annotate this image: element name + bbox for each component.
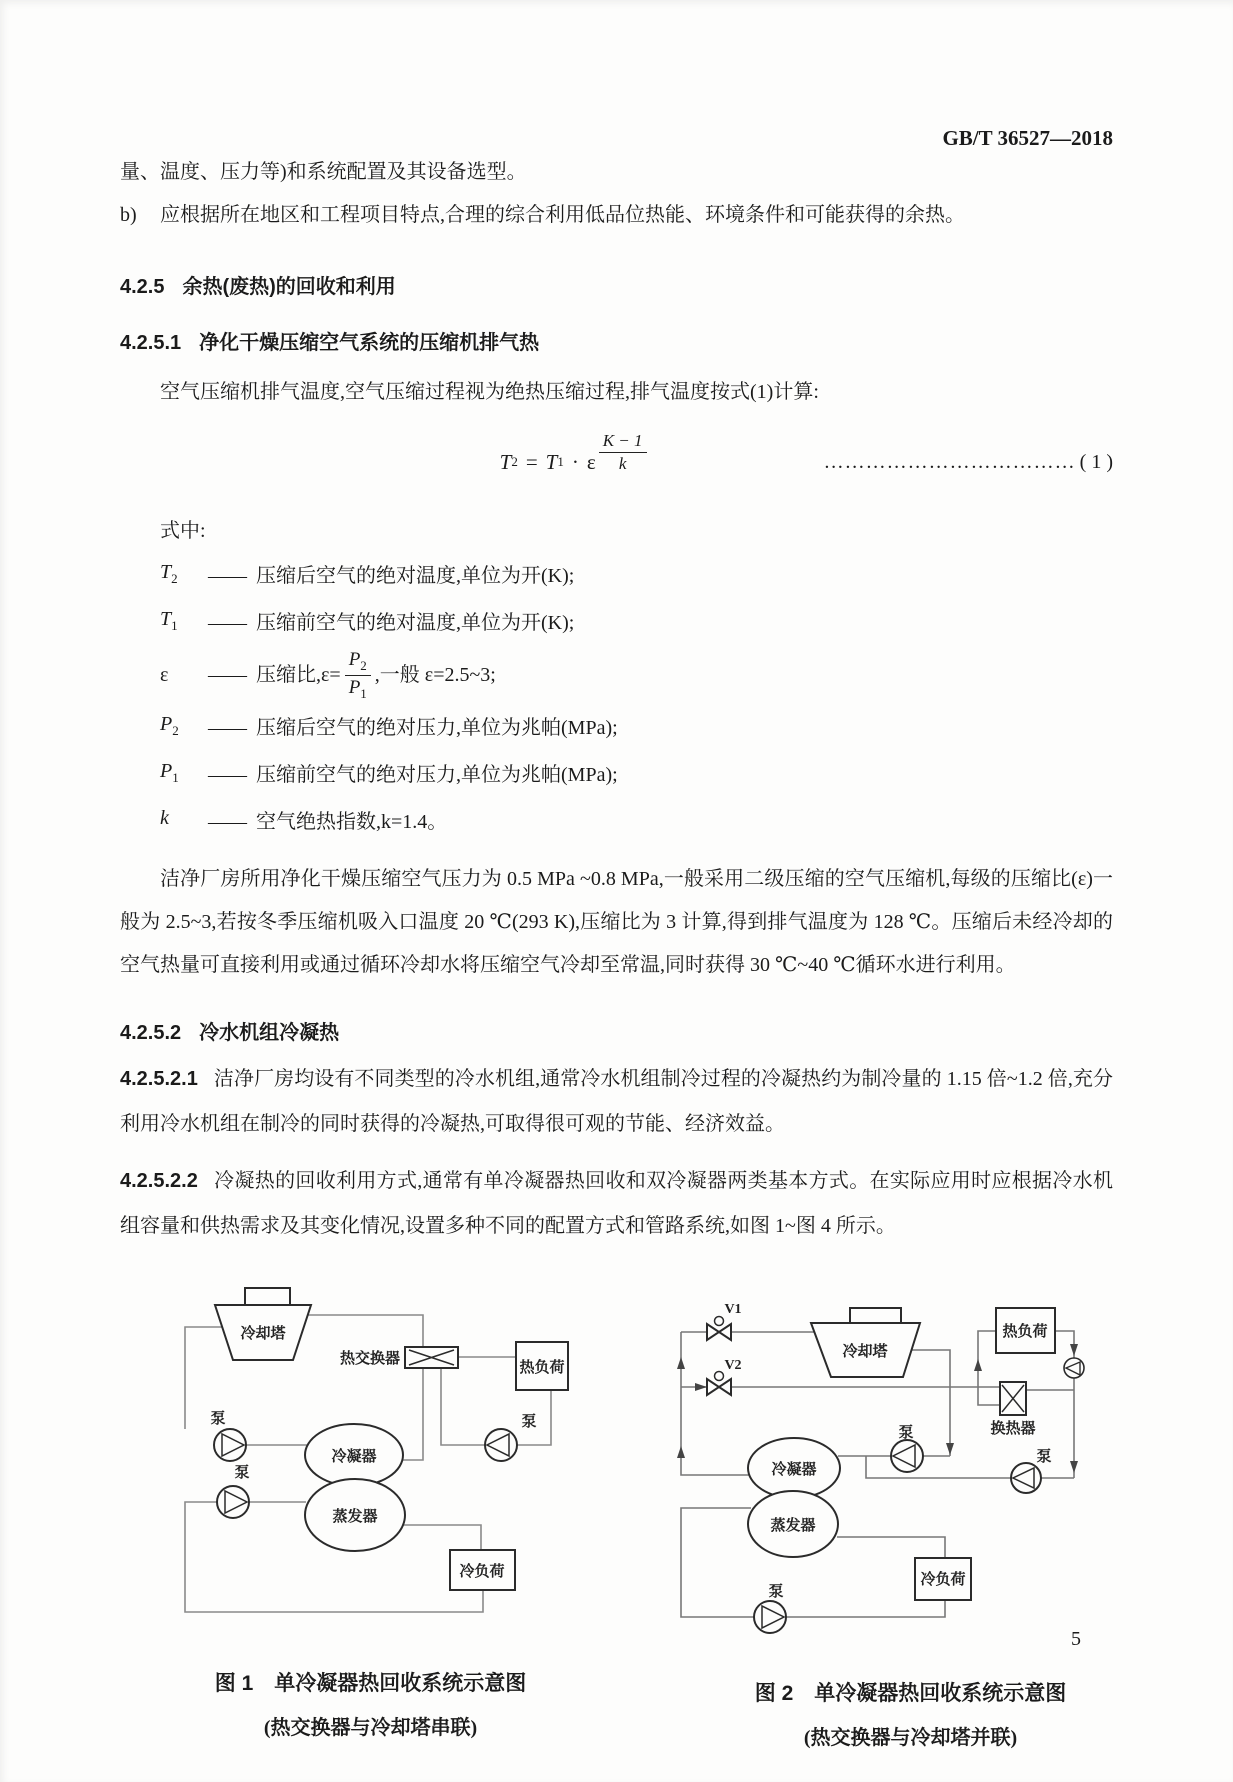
figure-2-caption: 图 2 单冷凝器热回收系统示意图 — [754, 1682, 1067, 1706]
heading-4-2-5 — [120, 275, 1113, 299]
figure-1-caption: 图 1 单冷凝器热回收系统示意图 — [214, 1672, 527, 1696]
symbol-T2: T — [499, 449, 512, 474]
pump-label: 泵 — [210, 1411, 226, 1428]
heading-4-2-5-2 — [120, 1021, 1113, 1045]
paragraph-compressed-air: 洁净厂房所用净化干燥压缩空气压力为 0.5 MPa ~0.8 MPa,一般采用二级压缩的空气压缩机,每级的压缩比(ε)一般为 2.5~3,若按冬季压缩机吸入口温度 20 ℃(293 K),压缩比为 3 计算,得到排气温度为 128 ℃。压缩后未经冷却的空气热量可直接利用或通过循环冷却水将压缩空气冷却至常温,同时获得 30 ℃~40 ℃循环水进行利用。 — [120, 868, 1113, 977]
pipe — [912, 1350, 950, 1456]
pipe — [866, 1456, 1011, 1478]
pipe — [401, 1368, 423, 1460]
heat-exchanger-label: 换热器 — [990, 1421, 1036, 1438]
condenser-label: 冷凝器 — [331, 1449, 377, 1466]
pressure-ratio-fraction: $\frac{P_2}{P_1}$ — [345, 649, 371, 701]
definition-k: k —— 空气绝热指数,k=1.4。 — [160, 807, 448, 833]
evaporator-label: 蒸发器 — [332, 1509, 378, 1526]
cooling-tower-label: 冷却塔 — [240, 1326, 286, 1343]
paragraph-4-2-5-2-1: 4.2.5.2.1 洁净厂房均设有不同类型的冷水机组,通常冷水机组制冷过程的冷凝热约为制冷量的 1.15 倍~1.2 倍,充分利用冷水机组在制冷的同时获得的冷凝热,可取得很可观的节能、经济效益。 — [120, 1068, 1113, 1136]
heat-load-label: 热负荷 — [519, 1360, 565, 1377]
down-arrow-icon — [1070, 1344, 1078, 1356]
pipe — [837, 1537, 945, 1558]
pipe — [681, 1332, 750, 1475]
figures-row — [148, 1265, 1233, 1750]
pump-label: 泵 — [898, 1425, 914, 1442]
pump-icon — [754, 1601, 786, 1633]
figure-1 — [148, 1265, 593, 1750]
definition-text: 压缩后空气的绝对压力,单位为兆帕(MPa); — [256, 716, 618, 739]
pump-label: 泵 — [768, 1584, 784, 1601]
condenser-label: 冷凝器 — [771, 1462, 817, 1479]
down-arrow-icon — [946, 1443, 954, 1455]
heat-load-label: 热负荷 — [1002, 1324, 1048, 1341]
heading-title: 净化干燥压缩空气系统的压缩机排气热 — [199, 332, 540, 354]
standard-number-header — [120, 0, 1113, 151]
list-item-b-text: 应根据所在地区和工程项目特点,合理的综合利用低品位热能、环境条件和可能获得的余热。 — [160, 204, 965, 226]
pump-icon — [1011, 1463, 1041, 1493]
valve-v1-icon — [707, 1317, 731, 1341]
heading-number: 4.2.5.2 — [120, 1022, 182, 1045]
page-number: 5 — [1071, 1628, 1081, 1650]
pump-icon — [891, 1440, 923, 1472]
figure-2 — [618, 1265, 1203, 1750]
cooling-load-label: 冷负荷 — [459, 1564, 505, 1581]
pipe — [441, 1368, 485, 1445]
equation-number: ( 1 ) — [1079, 450, 1113, 473]
definition-text: 压缩比,ε= $\frac{P_2}{P_1}$ ,一般 ε=2.5~3; — [256, 649, 496, 701]
pipe — [401, 1525, 481, 1550]
symbol-T1: T — [545, 449, 558, 474]
figure-2-diagram — [618, 1265, 1203, 1647]
heat-exchanger-label: 热交换器 — [339, 1351, 400, 1368]
paragraph-formula-intro: 空气压缩机排气温度,空气压缩过程视为绝热压缩过程,排气温度按式(1)计算: — [160, 381, 819, 403]
valve-v2-icon — [707, 1372, 731, 1396]
definition-T2: $T_2$ —— 压缩后空气的绝对温度,单位为开(K); — [160, 561, 575, 587]
cooling-tower-top — [245, 1288, 290, 1305]
pump-icon — [214, 1429, 246, 1461]
definition-T1: $T_1$ —— 压缩前空气的绝对温度,单位为开(K); — [160, 608, 575, 634]
where-label: 式中: — [160, 520, 206, 542]
pipe — [306, 1315, 423, 1347]
up-arrow-icon — [677, 1446, 685, 1458]
down-arrow-icon — [1070, 1461, 1078, 1473]
heading-number: 4.2.5.1 — [120, 332, 182, 354]
standard-number: GB/T 36527—2018 — [942, 126, 1113, 150]
paragraph-4-2-5-2-2: 4.2.5.2.2 冷凝热的回收利用方式,通常有单冷凝器热回收和双冷凝器两类基本方式。在实际应用时应根据冷水机组容量和供热需求及其变化情况,设置多种不同的配置方式和管路系统,如图 1~图 4 所示。 — [120, 1170, 1113, 1238]
heading-title: 余热(废热)的回收和利用 — [182, 276, 396, 298]
list-item-b — [120, 194, 1113, 237]
definition-text: 压缩前空气的绝对压力,单位为兆帕(MPa); — [256, 763, 618, 786]
pump-icon — [217, 1486, 249, 1518]
list-item-b-label: b) — [120, 204, 137, 226]
equation-expression: T 2 = T 1 · ε $\frac{K - 1}{k}$ — [500, 441, 647, 483]
definition-P2: $P_2$ —— 压缩后空气的绝对压力,单位为兆帕(MPa); — [160, 713, 618, 739]
figure-1-diagram — [148, 1265, 593, 1637]
pump-label: 泵 — [1036, 1449, 1052, 1466]
heading-title: 冷水机组冷凝热 — [199, 1022, 340, 1045]
definition-P1: $P_1$ —— 压缩前空气的绝对压力,单位为兆帕(MPa); — [160, 760, 618, 786]
figure-1-subcaption: (热交换器与冷却塔串联) — [263, 1717, 478, 1740]
cooling-tower-label: 冷却塔 — [842, 1344, 888, 1361]
definition-text: 空气绝热指数,k=1.4。 — [256, 810, 448, 833]
exponent-fraction: $\frac{K - 1}{k}$ — [599, 431, 647, 473]
valve-v2-label: V2 — [724, 1358, 742, 1374]
pipe — [1055, 1331, 1074, 1478]
cooling-tower-top — [850, 1308, 901, 1323]
continuation-line: 量、温度、压力等)和系统配置及其设备选型。 — [120, 161, 527, 183]
pump-label: 泵 — [234, 1465, 250, 1482]
heading-number: 4.2.5 — [120, 276, 165, 298]
pump-label: 泵 — [521, 1414, 537, 1431]
up-arrow-icon — [677, 1357, 685, 1369]
pump-icon — [485, 1429, 517, 1461]
figure-2-subcaption: (热交换器与冷却塔并联) — [803, 1727, 1018, 1750]
definition-text: 压缩后空气的绝对温度,单位为开(K); — [256, 564, 575, 587]
valve-v1-label: V1 — [724, 1302, 742, 1318]
definition-epsilon: ε —— 压缩比,ε= $\frac{P_2}{P_1}$ ,一般 ε=2.5~3; — [160, 649, 496, 701]
equation-1 — [120, 430, 1113, 491]
equation-dot-leader: ……………………………… — [823, 450, 1076, 473]
up-arrow-icon — [974, 1359, 982, 1371]
definition-text: 压缩前空气的绝对温度,单位为开(K); — [256, 611, 575, 634]
symbol-epsilon: ε — [586, 449, 596, 474]
evaporator-label: 蒸发器 — [770, 1518, 816, 1535]
cooling-load-label: 冷负荷 — [920, 1572, 966, 1589]
heading-4-2-5-1 — [120, 331, 1113, 355]
right-arrow-icon — [695, 1383, 707, 1391]
